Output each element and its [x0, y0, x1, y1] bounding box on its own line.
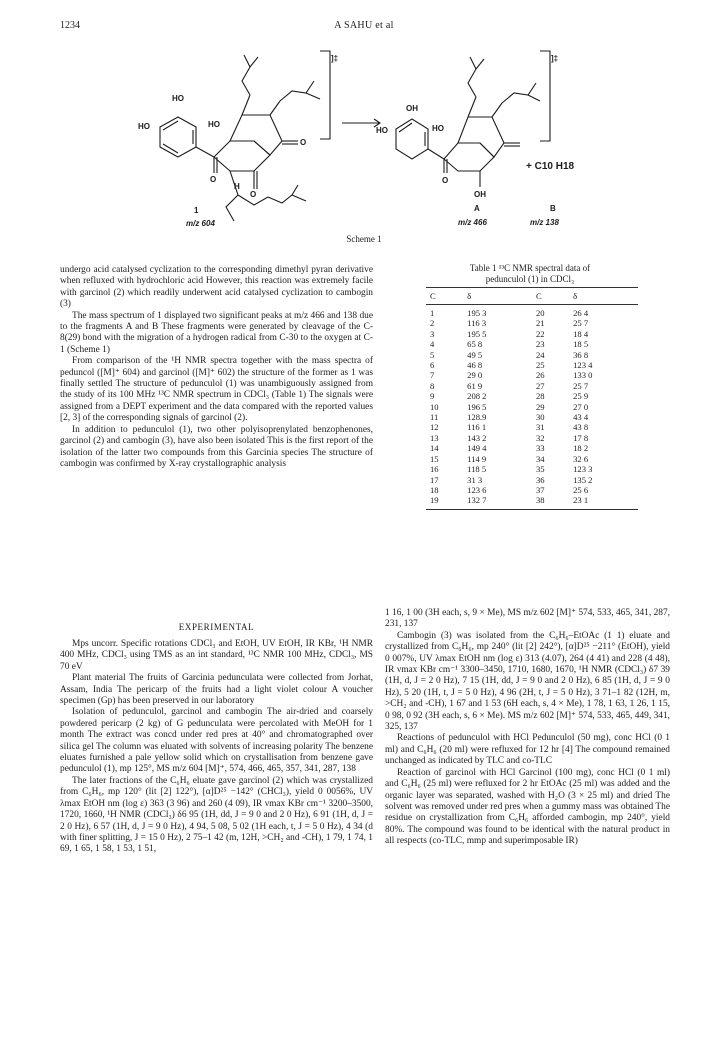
paragraph: The mass spectrum of 1 displayed two significant peaks at m/z 466 and 138 due to the fragments A and B These fragments were generated by cleavage of the C-8(29) bond with the migration of a hydrogen radical from C-30 to the oxygen at C-1 (Scheme 1): [60, 310, 373, 355]
table-cell: 12: [430, 422, 439, 433]
table-cell: 5: [430, 349, 435, 360]
table-cell: 196 5: [467, 401, 487, 412]
table-row: [426, 370, 638, 380]
table-cell: 14: [430, 443, 439, 454]
table-cell: 25 7: [573, 318, 589, 329]
table-cell: 195 5: [467, 328, 487, 339]
right-column-text: [385, 608, 670, 848]
table-caption: [425, 263, 635, 285]
paragraph: Plant material The fruits of Garcinia pedunculata were collected from Jorhat, Assam, India The pericarp of the fruits had a light violet colour A voucher specimen (Gp) has been preserved in our laboratory: [60, 673, 373, 707]
table-cell: 195 3: [467, 308, 487, 318]
table-cell: 35: [535, 464, 545, 475]
table-cell: 132 7: [463, 495, 532, 509]
table-row: [426, 433, 638, 443]
o-label: O: [300, 138, 307, 147]
table-cell: 3: [430, 328, 435, 339]
table-cell: 29 0: [467, 370, 483, 381]
paragraph: Cambogin (3) was isolated from the C₆H₆–EtOAc (1 1) eluate and crystallized from C₆H₆, mp 240° (lit [2] 242°), [α]D²⁵ −211° (EtOH), yield 0 007%, UV λmax EtOH nm (log ε) 313 (4.07), 264 (4 41) and 228 (4 48), IR νmax KBr cm⁻¹ 3300–3450, 1710, 1680, 1670, ¹H NMR (CDCl₃) δ7 39 (1H, d, J = 2 0 Hz), 7 15 (1H, dd, J = 9 0 and 2 0 Hz), 6 85 (1H, d, J = 9 0 Hz), 5 20 (1H, t, J = 5 0 Hz), 4 96 (2H, t, J = 5 0 Hz), 3 71–1 82 (12H, m, >CH₂ and -CH), 1 67 and 1 53 (6H each, s, 4 × Me), 1 78, 1 63, 1 26, 1 15, 0 98, 0 92 (3H each, s, 6 × Me). MS m/z 602 [M]⁺ 574, 533, 465, 449, 341, 325, 137: [385, 630, 670, 733]
table-cell: 20: [535, 308, 545, 318]
table-cell: 29: [535, 401, 545, 412]
table-cell: 123 3: [573, 464, 593, 475]
table-cell: 118 5: [467, 464, 487, 475]
table-header-cell: δ: [569, 288, 638, 305]
paragraph: From comparison of the ¹H NMR spectra together with the mass spectra of peduncol ([M]⁺ 604) and garcinol ([M]⁺ 602) the structure of the former as 1 was finally settled The structure of pedunculol (1) was unambiguously assigned from the study of its 100 MHz ¹³C NMR spectrum in CDCl₃ (Table 1) The signals were assigned from a DEPT experiment and the data compared with the reported values [2, 3] of the corresponding signals of garcinol (2).: [60, 356, 373, 424]
left-column-text: [60, 265, 373, 470]
table-cell: 123 6: [467, 484, 487, 495]
table-cell: 15: [430, 453, 439, 464]
table-cell: 65 8: [467, 339, 483, 350]
compound1-mz: m/z 604: [186, 219, 215, 228]
table-cell: 1: [430, 308, 435, 318]
table-cell: 135 2: [573, 474, 593, 485]
table-cell: 49 5: [467, 349, 483, 360]
nmr-table: [426, 287, 638, 510]
table-row: [426, 464, 638, 474]
h-label: H: [234, 182, 240, 191]
table-cell: 25: [535, 360, 545, 371]
table-row: [426, 402, 638, 412]
compound1-label: 1: [194, 206, 199, 215]
ho-label: HO: [376, 126, 388, 135]
fragmentA-core-ring: [444, 143, 494, 171]
table-cell: 11: [430, 412, 439, 423]
table-row: [426, 391, 638, 401]
table-cell: 28: [535, 391, 545, 402]
compound1-core-ring: [214, 141, 270, 171]
table-row: [426, 339, 638, 349]
table-cell: 18: [430, 484, 439, 495]
table-cell: 114 9: [467, 453, 487, 464]
table-row: [426, 475, 638, 485]
table-cell: 23: [535, 339, 545, 350]
table-row: [426, 412, 638, 422]
table-row: [426, 454, 638, 464]
compound1-phenyl-ring: [160, 117, 196, 157]
radical-cation-mark: ]‡: [331, 54, 339, 63]
table-cell: 7: [430, 370, 435, 381]
table-cell: 4: [430, 339, 435, 350]
table-cell: 25 7: [573, 380, 589, 391]
table-row: [426, 381, 638, 391]
table-cell: 34: [535, 453, 545, 464]
table-row: [426, 485, 638, 495]
table-cell: 6: [430, 360, 435, 371]
running-header: [60, 20, 668, 34]
table-cell: 149 4: [467, 443, 487, 454]
table-cell: 37: [535, 484, 545, 495]
table-cell: 38: [532, 495, 569, 509]
paragraph: 1 16, 1 00 (3H each, s, 9 × Me), MS m/z 602 [M]⁺ 574, 533, 465, 341, 287, 231, 137: [385, 608, 670, 630]
paragraph: undergo acid catalysed cyclization to the corresponding dimethyl pyran derivative when refluxed with hydrochloric acid However, this reaction was extremely facile with garcinol (2) which readily underwent acid catalysed cyclization to cambogin (3): [60, 265, 373, 310]
table-cell: 128.9: [467, 412, 487, 423]
table-row: [426, 305, 638, 319]
table-cell: 43 4: [573, 412, 589, 423]
o-label: O: [210, 175, 217, 184]
table-cell: 123 4: [573, 360, 593, 371]
table-cell: 46 8: [467, 360, 483, 371]
table-cell: 25 9: [573, 391, 589, 402]
table-cell: 27: [535, 380, 545, 391]
table-cell: 22: [535, 328, 545, 339]
table-cell: 208 2: [467, 391, 487, 402]
scheme-caption: Scheme 1: [346, 234, 382, 244]
table-cell: 30: [535, 412, 545, 423]
table-cell: 32: [535, 432, 545, 443]
ho-label: HO: [432, 124, 444, 133]
table-cell: 21: [535, 318, 545, 329]
table-caption-line: Table 1 ¹³C NMR spectral data of: [469, 263, 591, 273]
table-cell: 31 3: [467, 474, 483, 485]
paragraph: The later fractions of the C₆H₆ eluate gave garcinol (2) which was crystallized from C₆H₆, mp 120° (lit [2] 122°), [α]D²⁵ −142° (CHCl₃), yield 0 0056%, UV λmax EtOH nm (log ε) 363 (3 96) and 260 (4 09), IR νmax KBr cm⁻¹ 3200–3500, 1720, 1660, ¹H NMR (CDCl₃) δ6 95 (1H, dd, J = 9 0 and 2 0 Hz), 6 91 (1H, d, J = 2 0 Hz), 6 57 (1H, d, J = 9 0 Hz), 4 94, 5 08, 5 02 (1H each, t, J = 5 0 Hz), 4 34 (d with finer splitting, J = 15 0 Hz), 2 75–1 42 (m, 12H, >CH₂ and -CH), 1 79, 1 74, 1 69, 1 65, 1 58, 1 53, 1 51,: [60, 775, 373, 855]
table-row: [426, 350, 638, 360]
table-cell: 24: [535, 349, 545, 360]
oh-label: OH: [474, 190, 486, 199]
fragmentA-label: A: [474, 204, 480, 213]
table-cell: 31: [535, 422, 545, 433]
paragraph: Isolation of pedunculol, garcinol and cambogin The air-dried and coarsely powdered pericarp (2 kg) of G pedunculata were percolated with MeOH for 1 month The extract was concd under red pres at 40° and chromatographed over silica gel The column was eluated with solvents of increasing polarity The benzene eluates furnished a pale yellow solid which on crystallisation from benzene gave pedunculol (1), mp 125°, MS m/z 604 [M]⁺, 574, 466, 465, 357, 341, 287, 138: [60, 707, 373, 775]
table-cell: 43 8: [573, 422, 589, 433]
table-cell: 18 4: [573, 328, 589, 339]
table-cell: 116 3: [467, 318, 487, 329]
ho-label: HO: [172, 94, 184, 103]
table-cell: 116 1: [467, 422, 487, 433]
table-row: [426, 443, 638, 453]
table-cell: 19: [426, 495, 463, 509]
running-title: A SAHU et al: [334, 20, 394, 31]
fragmentA-phenyl-ring: [396, 119, 428, 159]
table-cell: 9: [430, 391, 435, 402]
fragmentB-formula: + C10 H18: [526, 161, 575, 172]
paragraph: In addition to pedunculol (1), two other polyisoprenylated benzophenones, garcinol (2) and cambogin (3), have also been isolated This is the first report of the isolation of the latter two compounds from this Garcinia species The structure of cambogin was confirmed by X-ray crystallographic analysis: [60, 424, 373, 469]
table-header-cell: C: [426, 288, 463, 305]
table-cell: 13: [430, 432, 439, 443]
table-caption-line: pedunculol (1) in CDCl₃: [485, 274, 575, 284]
o-label: O: [442, 176, 449, 185]
table-cell: 18 2: [573, 443, 589, 454]
o-label: O: [250, 190, 257, 199]
ho-label: HO: [208, 120, 220, 129]
table-cell: 18 5: [573, 339, 589, 350]
paragraph: Mps uncorr. Specific rotations CDCl₃ and EtOH, UV EtOH, IR KBr, ¹H NMR 400 MHz, CDCl₃ using TMS as an int standard, ¹³C NMR 100 MHz, CDCl₃, MS 70 eV: [60, 639, 373, 672]
table-header-cell: C: [532, 288, 569, 305]
table-cell: 143 2: [467, 432, 487, 443]
table-cell: 133 0: [573, 370, 593, 381]
fragmentB-mz: m/z 138: [530, 218, 559, 227]
table-cell: 26 4: [573, 308, 589, 318]
table-row: [426, 318, 638, 328]
table-cell: 8: [430, 380, 435, 391]
section-heading-experimental: EXPERIMENTAL: [178, 622, 255, 632]
table-cell: 25 6: [573, 484, 589, 495]
fragmentA-mz: m/z 466: [458, 218, 487, 227]
table-cell: 17: [430, 474, 439, 485]
table-header-cell: δ: [463, 288, 532, 305]
experimental-text: [60, 639, 373, 856]
table-row: [426, 495, 638, 509]
table-cell: 36 8: [573, 349, 589, 360]
table-cell: 26: [535, 370, 545, 381]
table-row: [426, 422, 638, 432]
paragraph: Reaction of garcinol with HCl Garcinol (100 mg), conc HCl (0 1 ml) and C₆H₆ (25 ml) were refluxed for 2 hr EtOAc (25 ml) was added and the organic layer was separated, washed with H₂O (3 × 25 ml) and dried The solvent was removed under red pres when a gummy mass was obtained The residue on crystallization from C₆H₆ afforded cambogin, mp 240°, yield 80%. The compound was found to be identical with the natural product in all respects (co-TLC, mmp and superimposable IR): [385, 767, 670, 847]
table-cell: 61 9: [467, 380, 483, 391]
table-cell: 23 1: [569, 495, 638, 509]
paragraph: Reactions of pedunculol with HCl Pedunculol (50 mg), conc HCl (0 1 ml) and C₆H₆ (20 ml) were refluxed for 12 hr [4] The compound remained unchanged as indicated by TLC and co-TLC: [385, 733, 670, 767]
table-row: [426, 329, 638, 339]
oh-label: OH: [406, 104, 418, 113]
table-cell: 17 8: [573, 432, 589, 443]
table-cell: 16: [430, 464, 439, 475]
table-row: [426, 360, 638, 370]
table-cell: 27 0: [573, 401, 589, 412]
fragmentB-label: B: [550, 204, 556, 213]
ho-label: HO: [138, 122, 150, 131]
radical-cation-mark: ]‡: [551, 54, 559, 63]
table-cell: 2: [430, 318, 435, 329]
scheme-1-structures: [130, 45, 600, 230]
table-cell: 33: [535, 443, 545, 454]
page-number: 1234: [60, 20, 80, 31]
table-cell: 10: [430, 401, 439, 412]
table-cell: 36: [535, 474, 545, 485]
table-cell: 32 6: [573, 453, 589, 464]
